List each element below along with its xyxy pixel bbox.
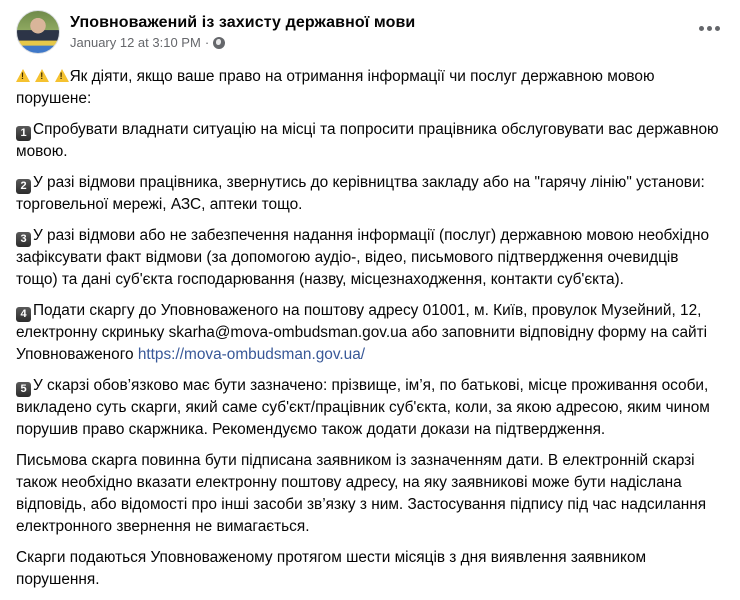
post-header (16, 10, 730, 54)
post-subline (70, 34, 415, 52)
dot-icon (707, 26, 712, 31)
warning-icon (35, 69, 49, 82)
dot-icon (699, 26, 704, 31)
post-body (16, 66, 724, 600)
keycap-1-icon: 1 (16, 126, 31, 141)
keycap-2-icon: 2 (16, 179, 31, 194)
ombudsman-website-link[interactable]: https://mova-ombudsman.gov.ua/ (137, 346, 366, 363)
step-3 (16, 225, 724, 291)
more-options-button[interactable] (694, 18, 724, 38)
keycap-5-icon: 5 (16, 382, 31, 397)
step-2-text: У разі відмови працівника, звернутись до керівництва закладу або на "гарячу лінію" установи: торговельної мережі, АЗС, аптеки тощо. (16, 174, 705, 213)
step-1-text: Спробувати владнати ситуацію на місці та попросити працівника обслуговувати вас державною мовою. (16, 121, 719, 160)
step-4 (16, 300, 724, 366)
post-timestamp[interactable]: January 12 at 3:10 PM (70, 34, 201, 50)
warning-icon (55, 69, 69, 82)
signature-paragraph: Письмова скарга повинна бути підписана заявником із зазначенням дати. В електронній скарзі також необхідно вказати електронну поштову адресу, на яку заявникові може бути надіслана відповідь, або відомості про інші засоби зв’язку з ним. Застосування підпису під час надсилання електронного звернення не вимагається. (16, 452, 707, 535)
step-5-text: У скарзі обов’язково має бути зазначено: прізвище, ім’я, по батькові, місце проживання особи, викладено суть скарги, який саме суб'єкт/працівник суб'єкта, коли, за якою адресою, яким чином порушив право скаржника. Рекомендуємо також додати докази на підтвердження. (16, 377, 710, 438)
page-name-link[interactable]: Уповноважений із захисту державної мови (70, 13, 416, 31)
intro-text: Як діяти, якщо ваше право на отримання інформації чи послуг державною мовою порушене: (16, 68, 655, 107)
step-4-text: Подати скаргу до Уповноваженого на поштову адресу 01001, м. Київ, провулок Музейний, 12, електронну скриньку skarha@mova-ombudsman.gov.ua або заповнити відповідну форму на сайті Уповноваженого (16, 302, 708, 363)
keycap-4-icon: 4 (16, 307, 31, 322)
intro-paragraph (16, 66, 724, 110)
step-5 (16, 375, 724, 441)
deadline-paragraph: Скарги подаються Уповноваженому протягом шести місяців з дня виявлення заявником порушення. (16, 549, 647, 588)
globe-icon[interactable] (213, 37, 225, 49)
step-1 (16, 119, 724, 163)
page-avatar[interactable] (16, 10, 60, 54)
step-2 (16, 172, 724, 216)
warning-icon (16, 69, 30, 82)
step-3-text: У разі відмови або не забезпечення надання інформації (послуг) державною мовою необхідно зафіксувати факт відмови (за допомогою аудіо-, відео, письмового підтвердження очевидців тощо) та дані суб'єкта господарювання (назву, місцезнаходження, контакти суб'єкта). (16, 227, 710, 288)
post-meta (70, 13, 415, 52)
keycap-3-icon: 3 (16, 232, 31, 247)
separator-dot: · (204, 34, 210, 50)
dot-icon (715, 26, 720, 31)
